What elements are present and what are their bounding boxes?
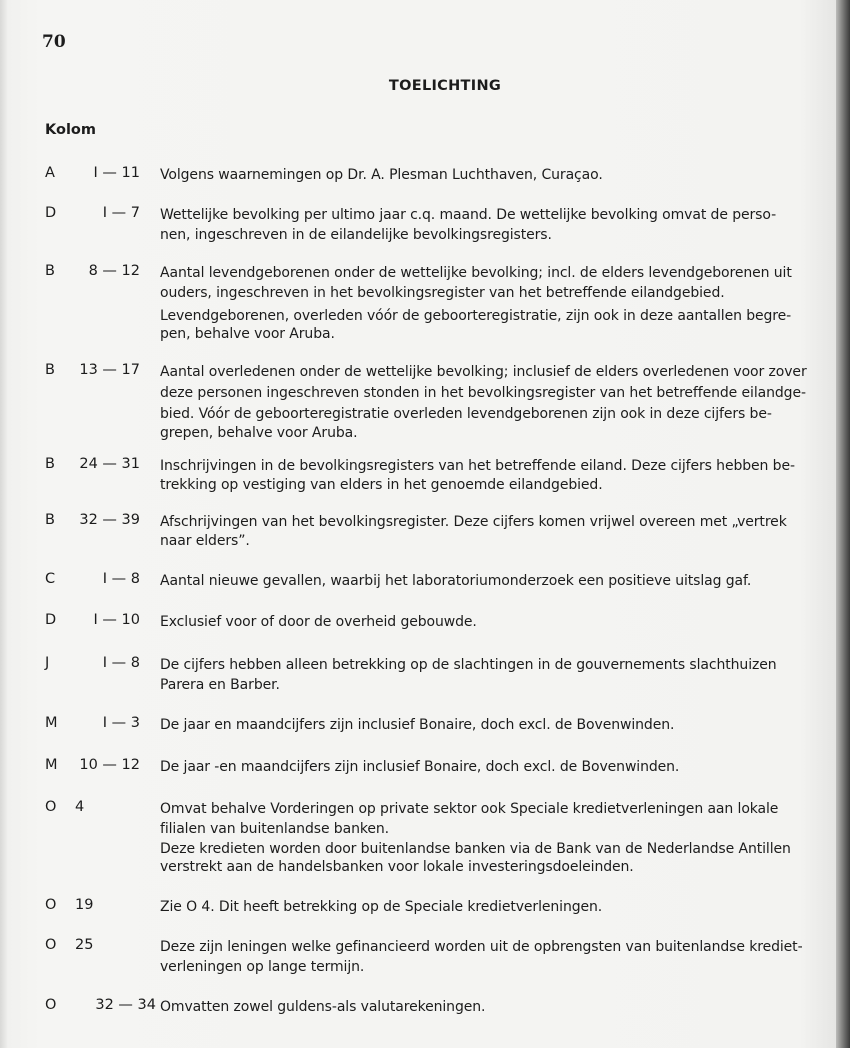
- note-line: deze personen ingeschreven stonden in het bevolkingsregister van het betreffende eilandge-: [160, 385, 806, 401]
- note-line: Aantal nieuwe gevallen, waarbij het laboratoriumonderzoek een positieve uitslag gaf.: [160, 573, 752, 589]
- note-line: Zie O 4. Dit heeft betrekking op de Speciale kredietverleningen.: [160, 899, 603, 915]
- column-range: I — 8: [102, 655, 140, 671]
- note-line: verstrekt aan de handelsbanken voor lokale investeringsdoeleinden.: [160, 859, 634, 875]
- note-line: Parera en Barber.: [160, 677, 280, 693]
- note-line: Deze kredieten worden door buitenlandse banken via de Bank van de Nederlandse Antillen: [160, 841, 791, 857]
- column-range: 13 — 17: [79, 362, 140, 378]
- note-line: trekking op vestiging van elders in het genoemde eilandgebied.: [160, 477, 603, 493]
- table-letter: D: [45, 205, 57, 221]
- note-line: verleningen op lange termijn.: [160, 959, 365, 975]
- book-spine-shadow: [836, 0, 850, 1048]
- note-line: Wettelijke bevolking per ultimo jaar c.q. maand. De wettelijke bevolking omvat de perso-: [160, 207, 777, 223]
- note-line: Exclusief voor of door de overheid gebouwde.: [160, 614, 477, 630]
- table-letter: A: [45, 165, 55, 181]
- table-letter: M: [45, 715, 58, 731]
- note-line: De jaar en maandcijfers zijn inclusief Bonaire, doch excl. de Bovenwinden.: [160, 717, 675, 733]
- column-range: 8 — 12: [88, 263, 140, 279]
- table-letter: O: [45, 897, 57, 913]
- note-line: pen, behalve voor Aruba.: [160, 326, 335, 342]
- note-line: grepen, behalve voor Aruba.: [160, 425, 358, 441]
- note-line: De cijfers hebben alleen betrekking op de slachtingen in de gouvernements slachthuizen: [160, 657, 777, 673]
- note-line: bied. Vóór de geboorteregistratie overleden levendgeborenen zijn ook in deze cijfers be-: [160, 406, 772, 422]
- table-letter: O: [45, 997, 57, 1013]
- column-range: 10 — 12: [79, 757, 140, 773]
- table-letter: D: [45, 612, 57, 628]
- note-line: ouders, ingeschreven in het bevolkingsregister van het betreffende eilandgebied.: [160, 285, 725, 301]
- column-range: I — 7: [102, 205, 140, 221]
- column-range: I — 8: [102, 571, 140, 587]
- table-letter: B: [45, 263, 55, 279]
- note-line: Deze zijn leningen welke gefinancieerd worden uit de opbrengsten van buitenlandse krediet-: [160, 939, 803, 955]
- table-letter: O: [45, 799, 57, 815]
- note-line: Aantal levendgeborenen onder de wettelijke bevolking; incl. de elders levendgeborenen uit: [160, 265, 792, 281]
- column-range: 25: [75, 937, 94, 953]
- table-letter: B: [45, 362, 55, 378]
- table-letter: O: [45, 937, 57, 953]
- column-range: 32 — 34: [95, 997, 156, 1013]
- table-letter: C: [45, 571, 56, 587]
- note-line: Levendgeborenen, overleden vóór de geboorteregistratie, zijn ook in deze aantallen begre-: [160, 308, 792, 324]
- note-line: De jaar -en maandcijfers zijn inclusief Bonaire, doch excl. de Bovenwinden.: [160, 759, 680, 775]
- table-letter: M: [45, 757, 58, 773]
- note-line: Omvat behalve Vorderingen op private sektor ook Speciale kredietverleningen aan lokale: [160, 801, 779, 817]
- column-range: 24 — 31: [79, 456, 140, 472]
- note-line: Aantal overledenen onder de wettelijke bevolking; inclusief de elders overledenen voor zover: [160, 364, 807, 380]
- note-line: filialen van buitenlandse banken.: [160, 821, 389, 837]
- table-letter: B: [45, 456, 55, 472]
- note-line: Inschrijvingen in de bevolkingsregisters van het betreffende eiland. Deze cijfers hebben be-: [160, 458, 795, 474]
- column-range: I — 3: [102, 715, 140, 731]
- table-letter: B: [45, 512, 55, 528]
- note-line: Volgens waarnemingen op Dr. A. Plesman Luchthaven, Curaçao.: [160, 167, 603, 183]
- column-heading: Kolom: [45, 122, 96, 138]
- table-letter: J: [45, 655, 50, 671]
- note-line: Afschrijvingen van het bevolkingsregister. Deze cijfers komen vrijwel overeen met „vertrek: [160, 514, 787, 530]
- note-line: nen, ingeschreven in de eilandelijke bevolkingsregisters.: [160, 227, 552, 243]
- column-range: I — 11: [93, 165, 140, 181]
- column-range: 4: [75, 799, 85, 815]
- column-range: 32 — 39: [79, 512, 140, 528]
- column-range: 19: [75, 897, 94, 913]
- column-range: I — 10: [93, 612, 140, 628]
- note-line: naar elders”.: [160, 533, 250, 549]
- page-number: 70: [42, 32, 66, 52]
- page-title: TOELICHTING: [388, 78, 502, 94]
- note-line: Omvatten zowel guldens-als valutarekeningen.: [160, 999, 486, 1015]
